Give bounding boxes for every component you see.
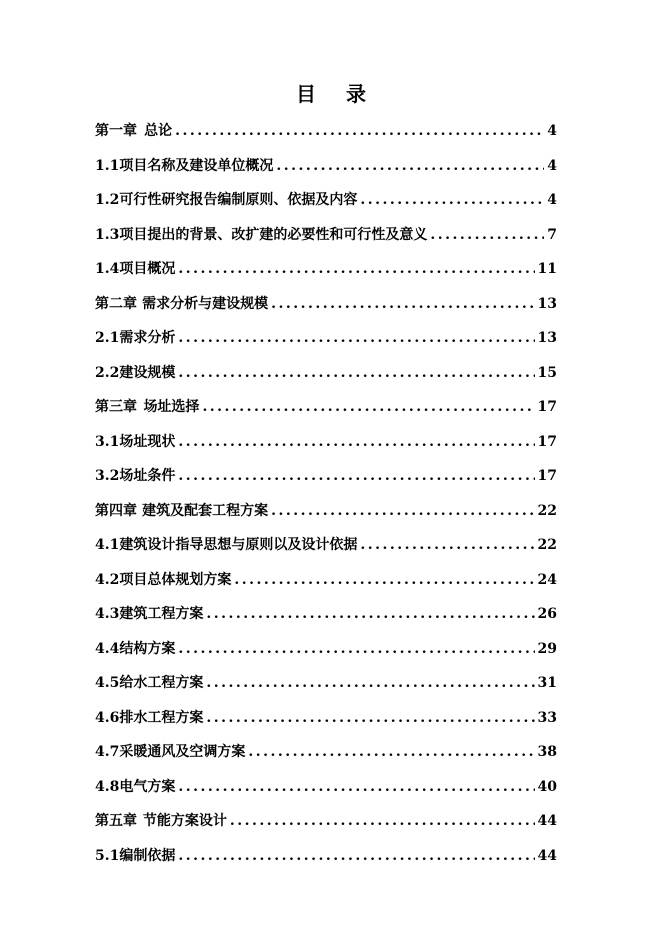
- dot-leader: [276, 149, 544, 184]
- toc-section-entry[interactable]: [95, 839, 557, 874]
- toc-entry-label: 编制依据: [119, 847, 176, 864]
- dot-leader: [175, 114, 544, 149]
- toc-entry-number: 2.1: [95, 330, 120, 346]
- toc-section-entry[interactable]: [95, 218, 557, 253]
- toc-section-entry[interactable]: [95, 563, 557, 598]
- toc-entry-number: 2.2: [95, 364, 120, 381]
- toc-entry-page-number: 24: [537, 571, 557, 588]
- dot-leader: [178, 839, 534, 874]
- toc-entry-number: 4.3: [95, 606, 120, 622]
- toc-entry-page-number: 4: [547, 157, 557, 174]
- dot-leader: [202, 390, 534, 425]
- toc-entry-page-number: 22: [537, 502, 557, 519]
- toc-entry-page-number: 26: [537, 606, 557, 622]
- toc-section-entry[interactable]: [95, 321, 557, 356]
- toc-entry-page-number: 44: [537, 847, 557, 864]
- toc-entry-number: 1.3: [95, 226, 120, 243]
- toc-section-entry[interactable]: [95, 701, 557, 736]
- toc-entry-label: 场址现状: [119, 433, 176, 450]
- toc-entry-number: 4.6: [95, 709, 120, 726]
- toc-section-entry[interactable]: [95, 528, 557, 563]
- dot-leader: [430, 218, 544, 253]
- toc-entry-page-number: 40: [537, 778, 557, 795]
- toc-entry-label: 节能方案设计: [142, 813, 227, 829]
- toc-entry-label: 建筑设计指导思想与原则以及设计依据: [119, 537, 358, 553]
- toc-entry-label: 项目概况: [119, 261, 176, 277]
- toc-entry-number: 3.1: [95, 433, 120, 450]
- toc-entry-number: 1.2: [95, 192, 120, 208]
- toc-entry-label: 给水工程方案: [119, 675, 204, 691]
- toc-entry-number: 1.4: [95, 261, 120, 277]
- toc-entry-label: 总论: [144, 123, 173, 139]
- toc-entry-number: 第四章: [95, 502, 137, 519]
- toc-entry-label: 结构方案: [119, 640, 176, 657]
- toc-section-entry[interactable]: [95, 252, 557, 287]
- toc-entry-label: 需求分析与建设规模: [142, 295, 269, 312]
- toc-section-entry[interactable]: [95, 770, 557, 805]
- toc-entry-label: 项目名称及建设单位概况: [119, 157, 274, 174]
- dot-leader: [178, 459, 534, 494]
- toc-entry-page-number: 29: [537, 640, 557, 657]
- toc-title-part1: 目: [296, 82, 316, 106]
- toc-entry-number: 5.1: [95, 847, 120, 864]
- toc-entry-page-number: 4: [547, 123, 557, 139]
- toc-chapter-entry[interactable]: [95, 287, 557, 322]
- toc-entry-label: 采暖通风及空调方案: [119, 744, 246, 760]
- dot-leader: [234, 563, 534, 598]
- toc-entry-label: 场址条件: [119, 468, 176, 484]
- toc-entry-number: 第二章: [95, 295, 137, 312]
- toc-entry-number: 4.2: [95, 571, 120, 588]
- dot-leader: [360, 528, 534, 563]
- toc-chapter-entry[interactable]: [95, 114, 557, 149]
- dot-leader: [178, 252, 534, 287]
- dot-leader: [178, 321, 534, 356]
- toc-entry-page-number: 17: [537, 399, 557, 415]
- toc-entry-label: 可行性研究报告编制原则、依据及内容: [119, 192, 358, 208]
- dot-leader: [206, 666, 534, 701]
- toc-entry-page-number: 17: [537, 468, 557, 484]
- toc-entry-label: 场址选择: [143, 399, 200, 415]
- toc-entry-page-number: 11: [537, 261, 557, 277]
- toc-entry-label: 建设规模: [119, 364, 176, 381]
- toc-section-entry[interactable]: [95, 356, 557, 391]
- toc-title: [0, 78, 662, 107]
- toc-section-entry[interactable]: [95, 149, 557, 184]
- toc-entry-page-number: 15: [537, 364, 557, 381]
- toc-entry-page-number: 33: [537, 709, 557, 726]
- toc-entry-page-number: 38: [537, 744, 557, 760]
- dot-leader: [248, 735, 534, 770]
- toc-entry-label: 项目总体规划方案: [119, 571, 232, 588]
- toc-entry-label: 项目提出的背景、改扩建的必要性和可行性及意义: [119, 226, 428, 243]
- toc-entry-label: 建筑及配套工程方案: [142, 502, 269, 519]
- toc-section-entry[interactable]: [95, 632, 557, 667]
- toc-entry-number: 第一章: [95, 123, 137, 139]
- dot-leader: [178, 356, 534, 391]
- toc-entry-page-number: 22: [537, 537, 557, 553]
- toc-chapter-entry[interactable]: [95, 494, 557, 529]
- toc-entry-number: 4.4: [95, 640, 120, 657]
- toc-entry-number: 4.7: [95, 744, 120, 760]
- toc-entry-page-number: 44: [537, 813, 557, 829]
- toc-chapter-entry[interactable]: [95, 390, 557, 425]
- dot-leader: [206, 701, 534, 736]
- toc-section-entry[interactable]: [95, 666, 557, 701]
- toc-section-entry[interactable]: [95, 597, 557, 632]
- toc-entry-number: 4.1: [95, 537, 120, 553]
- toc-section-entry[interactable]: [95, 735, 557, 770]
- dot-leader: [178, 425, 534, 460]
- toc-chapter-entry[interactable]: [95, 804, 557, 839]
- dot-leader: [271, 494, 534, 529]
- toc-list: [95, 114, 557, 873]
- toc-section-entry[interactable]: [95, 459, 557, 494]
- toc-section-entry[interactable]: [95, 183, 557, 218]
- dot-leader: [178, 632, 534, 667]
- dot-leader: [206, 597, 534, 632]
- toc-entry-number: 第五章: [95, 813, 137, 829]
- toc-entry-number: 第三章: [95, 399, 137, 415]
- toc-entry-page-number: 31: [537, 675, 557, 691]
- toc-entry-page-number: 13: [537, 295, 557, 312]
- toc-entry-page-number: 17: [537, 433, 557, 450]
- toc-entry-label: 需求分析: [119, 330, 176, 346]
- toc-entry-number: 4.5: [95, 675, 120, 691]
- toc-entry-page-number: 4: [547, 192, 557, 208]
- toc-entry-label: 建筑工程方案: [119, 606, 204, 622]
- toc-entry-number: 1.1: [95, 157, 120, 174]
- dot-leader: [230, 804, 535, 839]
- toc-entry-page-number: 13: [537, 330, 557, 346]
- toc-entry-number: 4.8: [95, 778, 120, 795]
- toc-entry-number: 3.2: [95, 468, 120, 484]
- toc-entry-label: 电气方案: [119, 778, 176, 795]
- toc-entry-page-number: 7: [547, 226, 557, 243]
- toc-section-entry[interactable]: [95, 425, 557, 460]
- toc-entry-label: 排水工程方案: [119, 709, 204, 726]
- toc-title-part2: 录: [346, 82, 366, 106]
- dot-leader: [271, 287, 534, 322]
- dot-leader: [178, 770, 534, 805]
- dot-leader: [360, 183, 544, 218]
